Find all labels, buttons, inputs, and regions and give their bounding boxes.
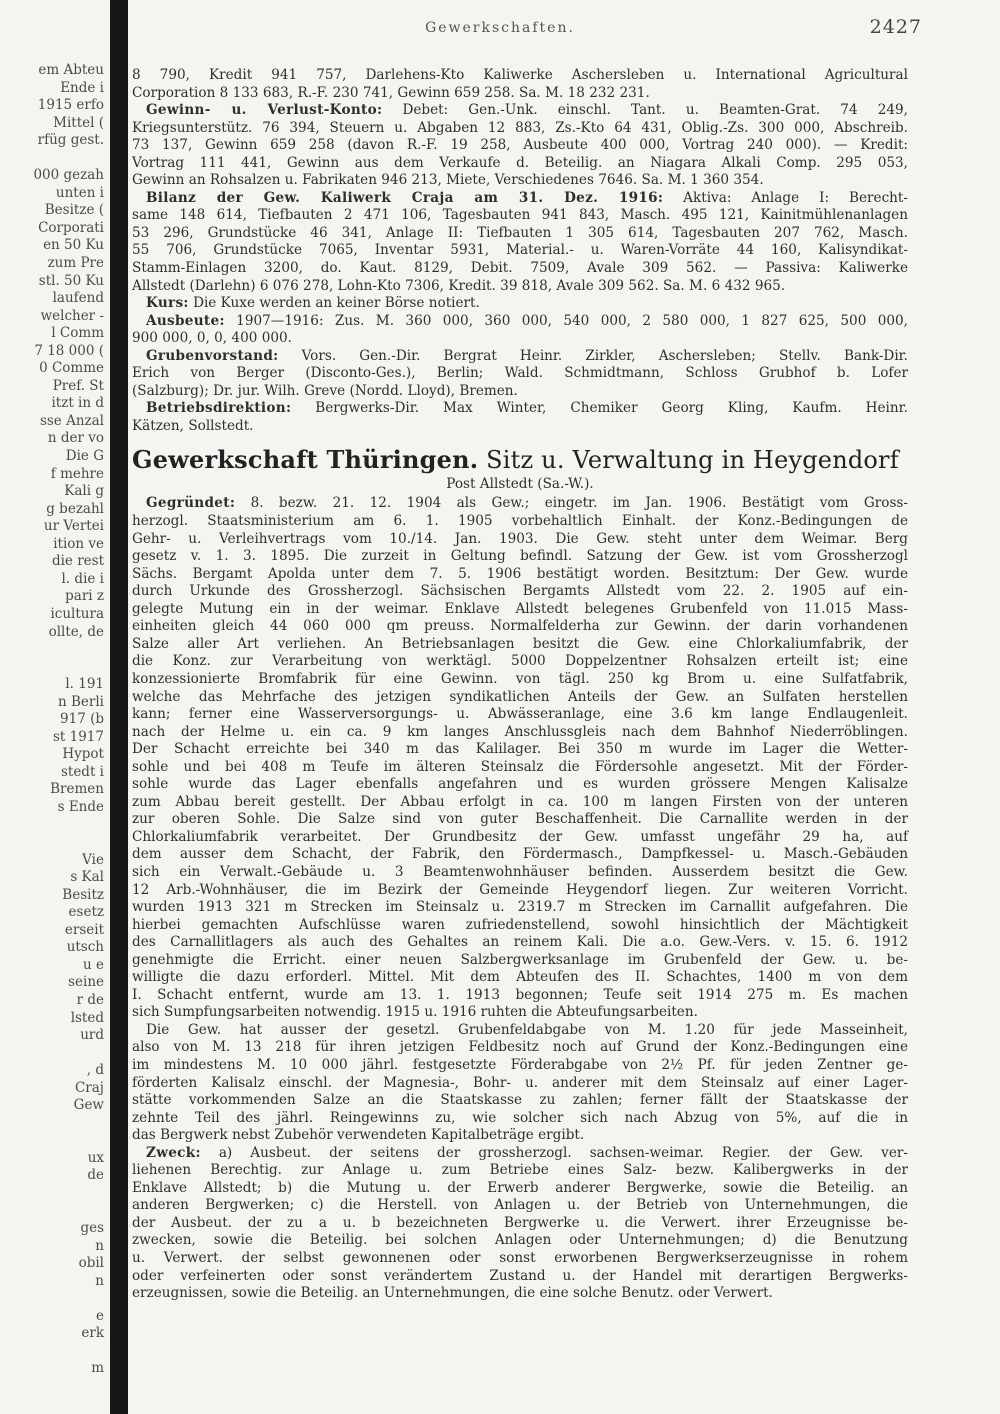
company-name: Gewerkschaft Thüringen. bbox=[132, 445, 479, 475]
ausbeute-line-0: 1907—1916: Zus. M. 360 000, 360 000, 540 000, 2 580 000, 1 827 625, 500 000, bbox=[236, 312, 908, 329]
gegruendet-line: sohle wurde das Lager ebenfalls angefahren und es wurden grössere Mengen Kalisalze bbox=[132, 776, 908, 793]
left-fragment: m bbox=[91, 1360, 104, 1377]
left-fragment: pari z bbox=[65, 588, 104, 605]
bilanz-line: same 148 614, Tiefbauten 2 471 106, Tagesbauten 941 843, Masch. 495 121, Kainitmühlenanlagen bbox=[132, 207, 908, 224]
gegruendet-line: konzessionierte Bromfabrik für eine Gewinn. von tägl. 250 kg Brom u. eine Sulfatfabrik, bbox=[132, 670, 908, 687]
gv-first-line bbox=[132, 102, 908, 120]
gegruendet-line: gelegte Mutung ein in der weimar. Enklave Allstedt belegenes Grubenfeld von 11.015 Mass- bbox=[132, 600, 908, 617]
betriebsdirektion-first-line bbox=[132, 400, 908, 418]
gegruendet-line: gesetz v. 1. 3. 1895. Die zurzeit in Geltung befindl. Satzung der Gew. ist vom Grossherzogl bbox=[132, 548, 908, 565]
gegruendet-line: des Carnallitlagers als auch des Gehaltes an reinem Kali. Die a.o. Gew.-Vers. v. 15. 6. 1912 bbox=[132, 934, 908, 951]
bilanz-line: Allstedt (Darlehn) 6 076 278, Lohn-Kto 7306, Kredit. 39 818, Avale 309 562. Sa. M. 6 432 965. bbox=[132, 277, 786, 294]
left-fragment: n Berli bbox=[58, 693, 104, 710]
gegruendet-line: I. Schacht entfernt, wurde am 13. 1. 1913 begonnen; Teufe seit 1914 275 m. Es machen bbox=[132, 986, 908, 1003]
grubenvorstand-first-line bbox=[132, 348, 908, 366]
zweck-line: liehenen Berechtig. zur Anlage u. zum Betriebe eines Salz- bezw. Kalibergwerks in der bbox=[132, 1162, 908, 1179]
abgabe-line: also von M. 13 218 für ihren jetzigen Feldbesitz noch auf Grund der Konz.-Bedingungen eine bbox=[132, 1039, 908, 1056]
page-number: 2427 bbox=[869, 16, 922, 38]
left-fragment: lsted bbox=[70, 1009, 104, 1026]
gegruendet-line: Salze aller Art verliehen. An Betriebsanlagen besitzt die Gew. eine Chlorkaliumfabrik, der bbox=[132, 635, 908, 652]
left-page-fragments bbox=[0, 62, 110, 1402]
left-fragment: laufend bbox=[52, 290, 104, 307]
left-fragment: stl. 50 Ku bbox=[38, 272, 104, 289]
gegruendet-line: Sächs. Bergamt Apolda unter dem 7. 5. 1906 bestätigt worden. Besitztum: Der Gew. wurde bbox=[132, 565, 908, 582]
left-fragment bbox=[0, 1290, 110, 1308]
abgabe-line: stätte vorkommenden Salze an die Staatskasse zu zahlen; ferner fällt der Staatskasse der bbox=[132, 1092, 908, 1109]
left-fragment: ges bbox=[80, 1220, 104, 1237]
left-fragment bbox=[0, 1185, 110, 1203]
left-fragment bbox=[0, 1045, 110, 1063]
betriebsdirektion-line-0: Bergwerks-Dir. Max Winter, Chemiker Georg Kling, Kaufm. Heinr. bbox=[315, 400, 908, 417]
left-fragment: welcher - bbox=[40, 307, 104, 324]
gegruendet-line: dem ausser dem Schacht, der Fabrik, den Fördermasch., Dampfkessel- u. Masch.-Gebäuden bbox=[132, 846, 908, 863]
bilanz-label: Bilanz der Gew. Kaliwerk Craja am 31. Dez. 1916: bbox=[146, 189, 664, 206]
left-fragment: r de bbox=[76, 991, 104, 1008]
abgabe-line: förderten Kalisalz einschl. der Magnesia-, Bohr- u. anderer mit dem Steinsalz auf einer Lager- bbox=[132, 1074, 908, 1091]
gegruendet-line: Gehr- u. Verleihvertrags vom 10./14. Jan. 1903. Die Gew. steht unter dem Weimar. Berg bbox=[132, 530, 908, 547]
left-fragment: en 50 Ku bbox=[43, 237, 104, 254]
gegruendet-line: nach der Helme u. ein ca. 9 km langes Anschlussgleis nach dem Bahnhof Niederröblingen. bbox=[132, 723, 908, 740]
left-fragment: Bremen bbox=[50, 781, 104, 798]
left-fragment: icultura bbox=[50, 605, 104, 622]
left-fragment: n bbox=[95, 1237, 104, 1254]
left-fragment: erk bbox=[81, 1325, 104, 1342]
grubenvorstand-line-0: Vors. Gen.-Dir. Bergrat Heinr. Zirkler, Aschersleben; Stellv. Bank-Dir. bbox=[301, 347, 908, 364]
kurs-text: Die Kuxe werden an keiner Börse notiert. bbox=[193, 295, 480, 312]
gegruendet-line: genehmigte die Erricht. einer neuen Salzbergwerksanlage im Grubenfeld der Gew. u. be- bbox=[132, 951, 908, 968]
left-fragment bbox=[0, 150, 110, 168]
gegruendet-line: welche das Mehrfache des jetzigen syndikatlichen Anteils der Gew. an Sulfaten herstellen bbox=[132, 688, 908, 705]
bilanz-line-0: Aktiva: Anlage I: Berecht- bbox=[683, 189, 908, 206]
left-fragment: Mittel ( bbox=[53, 114, 104, 131]
bilanz-line: Stamm-Einlagen 3200, do. Kaut. 8129, Debit. 7509, Avale 309 562. — Passiva: Kaliwerke bbox=[132, 260, 908, 277]
left-fragment: 000 gezah bbox=[33, 167, 104, 184]
left-fragment: de bbox=[87, 1167, 104, 1184]
main-column bbox=[132, 67, 908, 1303]
gegruendet-line: Der Schacht erreichte bei 340 m das Kalilager. Bei 350 m wurde im Lager die Wetter- bbox=[132, 741, 908, 758]
left-fragment bbox=[0, 1203, 110, 1221]
gv-line: 73 137, Gewinn 659 258 (davon R.-F. 19 258, Ausbeute 400 000, Vortrag 240 000). — Kredit: bbox=[132, 137, 908, 154]
left-fragment: , d bbox=[86, 1062, 104, 1079]
zweck-line-0: a) Ausbeut. der seitens der grossherzogl. sachsen-weimar. Regier. der Gew. ver- bbox=[218, 1144, 908, 1161]
left-fragment: 0 Comme bbox=[39, 360, 104, 377]
gegruendet-line: sohle und bei 408 m Teufe im älteren Steinsalz die Fördersohle angesetzt. Mit der Förder- bbox=[132, 758, 908, 775]
left-fragment: seine bbox=[68, 974, 104, 991]
kurs-label: Kurs: bbox=[146, 295, 189, 312]
left-fragment: Corporati bbox=[38, 219, 104, 236]
left-fragment bbox=[0, 1115, 110, 1133]
left-fragment: 7 18 000 ( bbox=[34, 342, 104, 359]
left-fragment: e bbox=[96, 1307, 104, 1324]
grubenvorstand-line: Erich von Berger (Disconto-Ges.), Berlin; Wald. Schmidtmann, Schloss Grubhof b. Lofer bbox=[132, 365, 908, 382]
abgabe-line: im mindestens M. 10 000 jährl. festgesetzte Förderabgabe von 2½ Pf. für jeden Zentner ge- bbox=[132, 1056, 908, 1073]
left-fragment: st 1917 bbox=[52, 728, 104, 745]
left-fragment bbox=[0, 1132, 110, 1150]
betriebsdirektion-line: Kätzen, Sollstedt. bbox=[132, 417, 254, 434]
company-title bbox=[132, 445, 908, 475]
abgabe-line: Die Gew. hat ausser der gesetzl. Grubenfeldabgabe von M. 1.20 für jede Masseinheit, bbox=[146, 1021, 908, 1038]
gegruendet-line: wurden 1913 321 m Strecken im Steinsalz u. 2319.7 m Strecken im Carnallit aufgefahren. Die bbox=[132, 899, 908, 916]
left-fragment: Vie bbox=[82, 851, 104, 868]
left-fragment: erseit bbox=[64, 921, 104, 938]
gegruendet-line: sich Sumpfungsarbeiten notwendig. 1915 u. 1916 ruhten die Abteufungsarbeiten. bbox=[132, 1004, 698, 1021]
gegruendet-line: sich ein Verwalt.-Gebäude u. 3 Beamtenwohnhäuser befinden. Ausserdem besitzt die Gew. bbox=[132, 863, 908, 880]
ausbeute-first-line bbox=[132, 313, 908, 331]
left-fragment: Ende i bbox=[60, 79, 104, 96]
bilanz-line: 53 296, Grundstücke 46 341, Anlage II: Tiefbauten 1 305 614, Tagesbauten 207 762, Masch. bbox=[132, 224, 908, 241]
gegruendet-line: Chlorkaliumfabrik verarbeitet. Der Grundbesitz der Gew. umfasst ungefähr 29 ha, auf bbox=[132, 828, 908, 845]
left-fragment: Die G bbox=[65, 448, 104, 465]
abgabe-line: das Bergwerk nebst Zubehör verwendeten Kapitalbeträge ergibt. bbox=[132, 1127, 585, 1144]
text-line: Corporation 8 133 683, R.-F. 230 741, Gewinn 659 258. Sa. M. 18 232 231. bbox=[132, 84, 650, 101]
zweck-line: der Ausbeut. der zu a u. b bezeichneten Bergwerke u. die Verwert. ihrer Erzeugnisse be- bbox=[132, 1214, 908, 1231]
bilanz-line: 55 706, Grundstücke 7065, Inventar 5931, Material.- u. Waren-Vorräte 44 160, Kalisyndikat- bbox=[132, 242, 908, 259]
left-fragment: sse Anzal bbox=[39, 412, 104, 429]
zweck-line: Enklave Allstedt; b) die Mutung u. der Erwerb anderer Bergwerke, sowie die Beteilig. an bbox=[132, 1179, 908, 1196]
left-fragment: stedt i bbox=[60, 763, 104, 780]
running-head: Gewerkschaften. bbox=[425, 20, 575, 36]
left-fragment: em Abteu bbox=[38, 62, 104, 78]
left-fragment: unten i bbox=[55, 184, 104, 201]
left-fragment: obil bbox=[78, 1255, 104, 1272]
zweck-line: u. Verwert. der selbst gewonnenen oder sonst erworbenen Bergwerkserzeugnisse in rohem bbox=[132, 1250, 908, 1266]
left-fragment: n bbox=[95, 1272, 104, 1289]
left-fragment: Gew bbox=[73, 1097, 104, 1114]
left-fragment: die rest bbox=[51, 553, 104, 570]
left-fragment: l. 191 bbox=[65, 676, 104, 693]
gegruendet-line: durch Urkunde des Grossherzogl. Sächsischen Bergamts Allstedt vom 22. 2. 1905 auf ein- bbox=[132, 583, 908, 600]
gegruendet-line: willigte die dazu erforderl. Mittel. Mit dem Abteufen des II. Schachtes, 1400 m von dem bbox=[132, 969, 908, 986]
left-fragment: Pref. St bbox=[52, 377, 104, 394]
text-line: 8 790, Kredit 941 757, Darlehens-Kto Kaliwerke Aschersleben u. International Agricultural bbox=[132, 67, 908, 83]
ausbeute-line: 900 000, 0, 0, 400 000. bbox=[132, 330, 292, 347]
gegruendet-line: einheiten gleich 44 060 000 qm preuss. Normalfelderha zur Gewinn. der darin vorhandenen bbox=[132, 618, 908, 635]
zweck-label: Zweck: bbox=[146, 1144, 201, 1161]
left-fragment: ition ve bbox=[53, 535, 104, 552]
zweck-line: oder verfeinerten oder sonst verändertem Zustand u. der Handel mit derartigen Bergwerks- bbox=[132, 1267, 908, 1284]
betriebsdirektion-label: Betriebsdirektion: bbox=[146, 400, 292, 417]
section-gegruendet bbox=[132, 495, 908, 1302]
left-fragment: Kali g bbox=[64, 483, 104, 500]
zweck-first-line bbox=[132, 1145, 908, 1163]
gegruendet-line: 12 Arb.-Wohnhäuser, die im Bezirk der Gemeinde Heygendorf liegen. Zur weiteren Vorricht. bbox=[132, 881, 908, 898]
left-fragment bbox=[0, 641, 110, 659]
gv-label: Gewinn- u. Verlust-Konto: bbox=[146, 102, 383, 119]
left-fragment: l. die i bbox=[61, 570, 104, 587]
grubenvorstand-label: Grubenvorstand: bbox=[146, 347, 279, 364]
left-fragment: s Ende bbox=[57, 798, 104, 815]
gegruendet-line: die Konz. zur Verarbeitung von werktägl. 5000 Doppelzentner Rohsalzen erteilt ist; eine bbox=[132, 653, 908, 670]
gegruendet-line: kann; ferner eine Wasserversorgungs- u. Abwässeranlage, eine 3.6 km lange Endlaugenleit. bbox=[132, 706, 908, 723]
gegruendet-first-line bbox=[132, 495, 908, 513]
left-fragment: Besitz bbox=[62, 886, 104, 903]
left-fragment bbox=[0, 659, 110, 677]
gegruendet-line: zum Abbau bereit gestellt. Der Abbau erfolgt in ca. 100 m langen Firsten von der unteren bbox=[132, 793, 908, 810]
company-post: Post Allstedt (Sa.-W.). bbox=[446, 476, 594, 493]
zweck-line: erzeugnissen, sowie die Beteilig. an Unternehmungen, die eine solche Benutz. oder Verwert. bbox=[132, 1285, 773, 1302]
company-seat: Sitz u. Verwaltung in Heygendorf bbox=[486, 446, 899, 475]
gegruendet-line: zur oberen Sohle. Die Salze sind von guter Beschaffenheit. Die Carnallite werden in der bbox=[132, 811, 908, 828]
left-fragment bbox=[0, 1343, 110, 1361]
left-fragment: 917 (b bbox=[60, 711, 104, 728]
gv-line: Gewinn an Rohsalzen u. Fabrikaten 946 213, Miete, Verschiedenes 7646. Sa. M. 1 360 354. bbox=[132, 172, 764, 189]
left-fragment: u e bbox=[83, 956, 104, 973]
left-fragment: ur Vertei bbox=[43, 518, 104, 535]
section-kaliwerk-craja bbox=[132, 67, 908, 435]
left-fragment: l Comm bbox=[51, 325, 104, 342]
gv-line: Kriegsunterstütz. 76 394, Steuern u. Abgaben 12 883, Zs.-Kto 64 431, Oblig.-Zs. 300 000, Abschreib. bbox=[132, 119, 908, 136]
left-fragment: esetz bbox=[68, 904, 104, 921]
left-fragment: s Kal bbox=[70, 869, 104, 886]
left-fragment: itzt in d bbox=[51, 395, 104, 412]
left-fragment: g bezahl bbox=[46, 500, 104, 517]
left-fragment: zum Pre bbox=[47, 255, 104, 272]
zweck-line: anderen Bergwerken; c) die Herstell. von Anlagen u. der Betrieb von Unternehmungen, die bbox=[132, 1197, 908, 1214]
left-fragment: Craj bbox=[74, 1079, 104, 1096]
grubenvorstand-line: (Salzburg); Dr. jur. Wilh. Greve (Nordd. Lloyd), Bremen. bbox=[132, 382, 518, 399]
gegruendet-line-0: 8. bezw. 21. 12. 1904 als Gew.; eingetr. im Jan. 1906. Bestätigt vom Gross- bbox=[250, 495, 908, 512]
left-fragment: Hypot bbox=[62, 746, 104, 763]
gegruendet-label: Gegründet: bbox=[146, 495, 236, 512]
left-fragment: Besitze ( bbox=[44, 202, 104, 219]
left-fragment: ollte, de bbox=[48, 623, 104, 640]
left-fragment: urd bbox=[80, 1027, 104, 1044]
gegruendet-line: hierbei gemachten Aufschlüsse waren zufriedenstellend, sowohl hinsichtlich der Mächtigkeit bbox=[132, 916, 908, 933]
left-fragment: f mehre bbox=[50, 465, 104, 482]
left-fragment bbox=[0, 834, 110, 852]
zweck-line: zwecken, sowie die Beteilig. bei solchen Anlagen oder Unternehmungen; d) die Benutzung bbox=[132, 1232, 908, 1249]
left-fragment bbox=[0, 817, 110, 835]
binding-gutter bbox=[110, 0, 128, 1414]
kurs-line bbox=[132, 295, 908, 313]
left-fragment: n der vo bbox=[47, 430, 104, 447]
left-fragment: ux bbox=[87, 1149, 104, 1166]
ausbeute-label: Ausbeute: bbox=[146, 312, 225, 329]
abgabe-line: zehnte Teil des jährl. Reingewinns zu, wie solcher sich nach Abzug von 5%, auf die in bbox=[132, 1109, 908, 1126]
gv-line-0: Debet: Gen.-Unk. einschl. Tant. u. Beamten-Grat. 74 249, bbox=[402, 102, 908, 119]
gegruendet-line: herzogl. Staatsministerium am 6. 1. 1905 vorbehaltlich Einhalt. der Konz.-Bedingungen de bbox=[132, 513, 908, 530]
left-fragment: rfüg gest. bbox=[37, 132, 104, 149]
left-fragment: 1915 erfo bbox=[37, 97, 104, 114]
bilanz-first-line bbox=[132, 190, 908, 208]
left-fragment: utsch bbox=[66, 939, 104, 956]
gv-line: Vortrag 111 441, Gewinn aus dem Verkaufe d. Beteilig. an Niagara Alkali Comp. 295 053, bbox=[132, 154, 908, 171]
